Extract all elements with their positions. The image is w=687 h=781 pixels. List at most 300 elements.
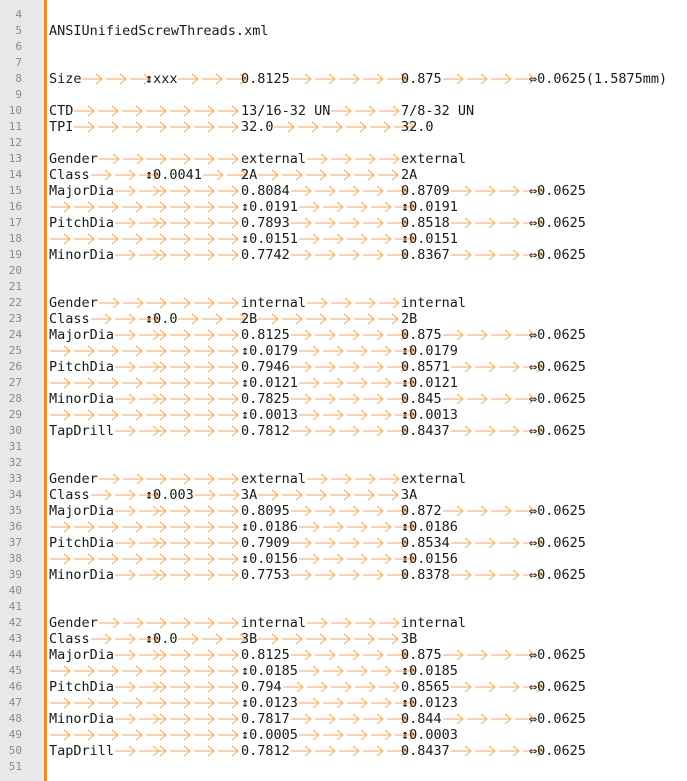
- tab-arrow-icon: [290, 215, 314, 231]
- tab-arrow-icon: [114, 311, 138, 327]
- cell-text: TPI: [49, 119, 74, 135]
- tab-arrow-icon: [490, 71, 514, 87]
- file-title: ANSIUnifiedScrewThreads.xml: [49, 23, 269, 39]
- cell-text: 0.844: [401, 711, 442, 727]
- cell-text: Class: [49, 487, 90, 503]
- tab-arrow-icon: [377, 311, 401, 327]
- line-number: 47: [8, 696, 22, 709]
- tab-arrow-icon: [193, 247, 217, 263]
- tab-arrow-icon: [193, 295, 217, 311]
- tab-arrow-icon: [354, 615, 378, 631]
- tab-arrow-icon: [450, 743, 474, 759]
- tab-arrow-icon: [298, 727, 322, 743]
- tab-arrow-icon: [490, 327, 514, 343]
- tab-arrow-icon: [121, 199, 145, 215]
- tab-arrow-icon: [354, 151, 378, 167]
- cell-text: ↕0.0151: [241, 231, 298, 247]
- line-number: 35: [8, 504, 22, 517]
- line-number: 15: [8, 184, 22, 197]
- editor-line[interactable]: [0, 231, 687, 247]
- tab-arrow-icon: [122, 615, 146, 631]
- editor-line[interactable]: [0, 23, 687, 39]
- tab-arrow-icon: [217, 151, 241, 167]
- tab-arrow-icon: [217, 247, 241, 263]
- editor-line[interactable]: [0, 695, 687, 711]
- tab-arrow-icon: [169, 535, 193, 551]
- tab-arrow-icon: [322, 407, 346, 423]
- tab-arrow-icon: [169, 663, 193, 679]
- editor-line[interactable]: [0, 343, 687, 359]
- tab-arrow-icon: [370, 695, 394, 711]
- tab-arrow-icon: [322, 231, 346, 247]
- tab-arrow-icon: [105, 71, 129, 87]
- tab-arrow-icon: [442, 391, 466, 407]
- line-number: 25: [8, 344, 22, 357]
- tab-arrow-icon: [121, 343, 145, 359]
- tab-arrow-icon: [466, 647, 490, 663]
- tab-arrow-icon: [305, 631, 329, 647]
- tab-arrow-icon: [217, 407, 241, 423]
- editor-line[interactable]: [0, 567, 687, 583]
- editor-line[interactable]: [0, 7, 687, 23]
- tab-arrow-icon: [217, 743, 241, 759]
- tab-arrow-icon: [362, 423, 386, 439]
- tab-arrow-icon: [217, 103, 241, 119]
- tab-arrow-icon: [498, 567, 522, 583]
- line-number: 9: [15, 88, 22, 101]
- tab-arrow-icon: [114, 503, 138, 519]
- editor-line[interactable]: [0, 375, 687, 391]
- tab-arrow-icon: [73, 103, 97, 119]
- tab-arrow-icon: [97, 103, 121, 119]
- editor-line[interactable]: [0, 39, 687, 55]
- editor-line[interactable]: [0, 327, 687, 343]
- tab-arrow-icon: [169, 375, 193, 391]
- tab-arrow-icon: [193, 551, 217, 567]
- line-number: 13: [8, 152, 22, 165]
- tab-arrow-icon: [290, 247, 314, 263]
- tab-arrow-icon: [98, 471, 122, 487]
- editor-line[interactable]: [0, 71, 687, 87]
- tab-arrow-icon: [169, 391, 193, 407]
- cell-text: MinorDia: [49, 247, 115, 263]
- line-number: 50: [8, 744, 22, 757]
- tab-arrow-icon: [322, 375, 346, 391]
- cell-text: ↕0.0121: [241, 375, 298, 391]
- tab-arrow-icon: [145, 375, 169, 391]
- tab-arrow-icon: [370, 199, 394, 215]
- tab-arrow-icon: [474, 535, 498, 551]
- tab-arrow-icon: [298, 695, 322, 711]
- tab-arrow-icon: [193, 647, 217, 663]
- tab-arrow-icon: [370, 343, 394, 359]
- tab-arrow-icon: [490, 711, 514, 727]
- tab-arrow-icon: [145, 615, 169, 631]
- cell-text: ↕0.0041: [145, 167, 202, 183]
- tab-arrow-icon: [290, 183, 314, 199]
- cell-text: 0.8367: [401, 247, 450, 263]
- tab-arrow-icon: [338, 327, 362, 343]
- tab-arrow-icon: [169, 215, 193, 231]
- cell-text: 0.8378: [401, 567, 450, 583]
- tab-arrow-icon: [217, 375, 241, 391]
- line-number: 17: [8, 216, 22, 229]
- tab-arrow-icon: [114, 423, 138, 439]
- tab-arrow-icon: [314, 215, 338, 231]
- cell-text: ↕0.0: [145, 311, 178, 327]
- tab-arrow-icon: [346, 231, 370, 247]
- tab-arrow-icon: [466, 711, 490, 727]
- tab-arrow-icon: [193, 567, 217, 583]
- cell-text: Gender: [49, 471, 98, 487]
- line-number: 31: [8, 440, 22, 453]
- tab-arrow-icon: [362, 215, 386, 231]
- editor-line[interactable]: [0, 519, 687, 535]
- tab-arrow-icon: [169, 295, 193, 311]
- tab-arrow-icon: [330, 679, 354, 695]
- cell-text: 0.7946: [241, 359, 290, 375]
- cell-text: ↕0.0: [145, 631, 178, 647]
- tab-arrow-icon: [450, 679, 474, 695]
- tab-arrow-icon: [353, 487, 377, 503]
- line-number: 8: [15, 72, 22, 85]
- tab-arrow-icon: [290, 567, 314, 583]
- tab-arrow-icon: [145, 247, 169, 263]
- editor-line[interactable]: [0, 551, 687, 567]
- line-number: 32: [8, 456, 22, 469]
- editor-line[interactable]: [0, 359, 687, 375]
- tab-arrow-icon: [450, 535, 474, 551]
- line-number: 45: [8, 664, 22, 677]
- tab-arrow-icon: [362, 71, 386, 87]
- tab-arrow-icon: [338, 391, 362, 407]
- tab-arrow-icon: [193, 695, 217, 711]
- tab-arrow-icon: [346, 663, 370, 679]
- tab-arrow-icon: [370, 407, 394, 423]
- editor-line[interactable]: [0, 743, 687, 759]
- tab-arrow-icon: [201, 631, 225, 647]
- tab-arrow-icon: [338, 423, 362, 439]
- editor-line[interactable]: [0, 279, 687, 295]
- cell-text: external: [401, 151, 467, 167]
- tab-arrow-icon: [321, 119, 345, 135]
- tab-arrow-icon: [362, 711, 386, 727]
- cell-text: 0.872: [401, 503, 442, 519]
- tab-arrow-icon: [169, 519, 193, 535]
- line-number: 24: [8, 328, 22, 341]
- tab-arrow-icon: [145, 535, 169, 551]
- tab-arrow-icon: [466, 391, 490, 407]
- editor-line[interactable]: [0, 423, 687, 439]
- line-number: 22: [8, 296, 22, 309]
- tab-arrow-icon: [345, 119, 369, 135]
- tab-arrow-icon: [193, 663, 217, 679]
- tab-arrow-icon: [73, 231, 97, 247]
- tab-arrow-icon: [498, 423, 522, 439]
- tab-arrow-icon: [122, 151, 146, 167]
- line-number: 5: [15, 24, 22, 37]
- cell-text: ⇔0.0625: [529, 711, 586, 727]
- editor-line[interactable]: [0, 599, 687, 615]
- tab-arrow-icon: [145, 679, 169, 695]
- tab-arrow-icon: [114, 183, 138, 199]
- tab-arrow-icon: [169, 471, 193, 487]
- editor-line[interactable]: [0, 455, 687, 471]
- editor-line[interactable]: [0, 631, 687, 647]
- editor-line[interactable]: [0, 439, 687, 455]
- tab-arrow-icon: [290, 647, 314, 663]
- tab-arrow-icon: [314, 423, 338, 439]
- tab-arrow-icon: [282, 679, 306, 695]
- cell-text: ⇔0.0625: [529, 215, 586, 231]
- cell-text: 2A: [241, 167, 258, 183]
- tab-arrow-icon: [193, 231, 217, 247]
- tab-arrow-icon: [98, 151, 122, 167]
- tab-arrow-icon: [377, 487, 401, 503]
- tab-arrow-icon: [217, 695, 241, 711]
- cell-text: internal: [401, 295, 467, 311]
- tab-arrow-icon: [298, 231, 322, 247]
- line-number: 7: [15, 56, 22, 69]
- editor-line[interactable]: [0, 727, 687, 743]
- tab-arrow-icon: [370, 231, 394, 247]
- editor-line[interactable]: [0, 487, 687, 503]
- tab-arrow-icon: [498, 247, 522, 263]
- tab-arrow-icon: [466, 327, 490, 343]
- cell-text: 2B: [401, 311, 418, 327]
- tab-arrow-icon: [362, 359, 386, 375]
- cell-text: MinorDia: [49, 711, 115, 727]
- cell-text: ↕0.0179: [241, 343, 298, 359]
- tab-arrow-icon: [474, 183, 498, 199]
- tab-arrow-icon: [169, 247, 193, 263]
- tab-arrow-icon: [281, 167, 305, 183]
- tab-arrow-icon: [314, 743, 338, 759]
- cell-text: ↕0.0003: [401, 727, 458, 743]
- tab-arrow-icon: [370, 551, 394, 567]
- cell-text: MajorDia: [49, 183, 115, 199]
- tab-arrow-icon: [346, 727, 370, 743]
- cell-text: 0.7817: [241, 711, 290, 727]
- tab-arrow-icon: [49, 727, 73, 743]
- editor-line[interactable]: [0, 407, 687, 423]
- tab-arrow-icon: [90, 631, 114, 647]
- tab-arrow-icon: [121, 103, 145, 119]
- tab-arrow-icon: [97, 199, 121, 215]
- tab-arrow-icon: [73, 519, 97, 535]
- tab-arrow-icon: [338, 71, 362, 87]
- cell-text: ↕0.0013: [241, 407, 298, 423]
- editor-line[interactable]: [0, 615, 687, 631]
- editor-line[interactable]: [0, 391, 687, 407]
- cell-text: 32.0: [241, 119, 274, 135]
- tab-arrow-icon: [338, 359, 362, 375]
- tab-arrow-icon: [306, 679, 330, 695]
- tab-arrow-icon: [193, 679, 217, 695]
- tab-arrow-icon: [217, 359, 241, 375]
- tab-arrow-icon: [193, 711, 217, 727]
- tab-arrow-icon: [306, 615, 330, 631]
- cell-text: ↕0.0005: [241, 727, 298, 743]
- cell-text: CTD: [49, 103, 74, 119]
- line-number: 23: [8, 312, 22, 325]
- tab-arrow-icon: [81, 71, 105, 87]
- tab-arrow-icon: [353, 311, 377, 327]
- tab-arrow-icon: [114, 327, 138, 343]
- editor-line[interactable]: [0, 471, 687, 487]
- cell-text: PitchDia: [49, 535, 115, 551]
- tab-arrow-icon: [217, 663, 241, 679]
- editor-line[interactable]: [0, 151, 687, 167]
- cell-text: ⇔0.0625: [529, 423, 586, 439]
- tab-arrow-icon: [450, 359, 474, 375]
- line-number: 46: [8, 680, 22, 693]
- tab-arrow-icon: [49, 199, 73, 215]
- tab-arrow-icon: [90, 167, 114, 183]
- line-number: 36: [8, 520, 22, 533]
- tab-arrow-icon: [370, 663, 394, 679]
- tab-arrow-icon: [218, 487, 242, 503]
- tab-arrow-icon: [193, 183, 217, 199]
- editor-line[interactable]: [0, 183, 687, 199]
- tab-arrow-icon: [121, 663, 145, 679]
- tab-arrow-icon: [121, 231, 145, 247]
- cell-text: ↕0.0156: [401, 551, 458, 567]
- tab-arrow-icon: [73, 663, 97, 679]
- tab-arrow-icon: [193, 391, 217, 407]
- tab-arrow-icon: [114, 711, 138, 727]
- tab-arrow-icon: [330, 151, 354, 167]
- editor-line[interactable]: [0, 119, 687, 135]
- tab-arrow-icon: [314, 503, 338, 519]
- editor-line[interactable]: [0, 583, 687, 599]
- tab-arrow-icon: [329, 631, 353, 647]
- cell-text: Size: [49, 71, 82, 87]
- line-number: 43: [8, 632, 22, 645]
- tab-arrow-icon: [169, 407, 193, 423]
- tab-arrow-icon: [97, 231, 121, 247]
- line-number: 20: [8, 264, 22, 277]
- editor-line[interactable]: [0, 679, 687, 695]
- tab-arrow-icon: [314, 247, 338, 263]
- editor-line[interactable]: [0, 135, 687, 151]
- tab-arrow-icon: [298, 663, 322, 679]
- tab-arrow-icon: [145, 695, 169, 711]
- editor-line[interactable]: [0, 199, 687, 215]
- tab-arrow-icon: [329, 487, 353, 503]
- tab-arrow-icon: [73, 695, 97, 711]
- editor-line[interactable]: [0, 103, 687, 119]
- editor-line[interactable]: [0, 663, 687, 679]
- tab-arrow-icon: [362, 247, 386, 263]
- editor-line[interactable]: [0, 535, 687, 551]
- tab-arrow-icon: [290, 327, 314, 343]
- tab-arrow-icon: [193, 359, 217, 375]
- tab-arrow-icon: [322, 551, 346, 567]
- tab-arrow-icon: [49, 551, 73, 567]
- cell-text: external: [241, 151, 307, 167]
- tab-arrow-icon: [338, 567, 362, 583]
- tab-arrow-icon: [145, 103, 169, 119]
- cell-text: 0.7742: [241, 247, 290, 263]
- cell-text: 3A: [241, 487, 258, 503]
- tab-arrow-icon: [338, 743, 362, 759]
- editor-line[interactable]: [0, 263, 687, 279]
- cell-text: ⇔0.0625: [529, 503, 586, 519]
- tab-arrow-icon: [314, 535, 338, 551]
- tab-arrow-icon: [114, 391, 138, 407]
- tab-arrow-icon: [121, 551, 145, 567]
- tab-arrow-icon: [329, 311, 353, 327]
- tab-arrow-icon: [306, 471, 330, 487]
- editor-line[interactable]: [0, 247, 687, 263]
- tab-arrow-icon: [338, 503, 362, 519]
- tab-arrow-icon: [217, 647, 241, 663]
- editor-line[interactable]: [0, 295, 687, 311]
- editor-line[interactable]: [0, 87, 687, 103]
- tab-arrow-icon: [114, 359, 138, 375]
- cell-text: ↕0.0185: [241, 663, 298, 679]
- cell-text: 0.8437: [401, 423, 450, 439]
- tab-arrow-icon: [114, 167, 138, 183]
- cell-text: external: [241, 471, 307, 487]
- tab-arrow-icon: [201, 311, 225, 327]
- tab-arrow-icon: [169, 199, 193, 215]
- cell-text: 0.8565: [401, 679, 450, 695]
- editor-line[interactable]: [0, 215, 687, 231]
- tab-arrow-icon: [474, 423, 498, 439]
- tab-arrow-icon: [354, 103, 378, 119]
- editor-line[interactable]: [0, 711, 687, 727]
- tab-arrow-icon: [322, 663, 346, 679]
- editor-line[interactable]: [0, 647, 687, 663]
- tab-arrow-icon: [169, 615, 193, 631]
- tab-arrow-icon: [169, 151, 193, 167]
- tab-arrow-icon: [314, 567, 338, 583]
- cell-text: ⇔0.0625: [529, 359, 586, 375]
- cell-text: ↕0.0151: [401, 231, 458, 247]
- tab-arrow-icon: [49, 519, 73, 535]
- cell-text: 0.8125: [241, 327, 290, 343]
- tab-arrow-icon: [362, 327, 386, 343]
- tab-arrow-icon: [297, 119, 321, 135]
- tab-arrow-icon: [474, 247, 498, 263]
- tab-arrow-icon: [338, 647, 362, 663]
- tab-arrow-icon: [474, 215, 498, 231]
- cell-text: PitchDia: [49, 679, 115, 695]
- tab-arrow-icon: [193, 615, 217, 631]
- editor-line[interactable]: [0, 167, 687, 183]
- tab-arrow-icon: [98, 615, 122, 631]
- cell-text: 0.875: [401, 647, 442, 663]
- editor-line[interactable]: [0, 311, 687, 327]
- editor-line[interactable]: [0, 503, 687, 519]
- line-number: 28: [8, 392, 22, 405]
- cell-text: ⇔0.0625: [529, 391, 586, 407]
- tab-arrow-icon: [346, 551, 370, 567]
- cell-text: 3A: [401, 487, 418, 503]
- tab-arrow-icon: [169, 503, 193, 519]
- tab-arrow-icon: [121, 119, 145, 135]
- tab-arrow-icon: [145, 151, 169, 167]
- editor-line[interactable]: [0, 759, 687, 775]
- tab-arrow-icon: [442, 71, 466, 87]
- line-number: 44: [8, 648, 22, 661]
- cell-text: MajorDia: [49, 503, 115, 519]
- cell-text: 0.794: [241, 679, 282, 695]
- tab-arrow-icon: [346, 519, 370, 535]
- editor-line[interactable]: [0, 55, 687, 71]
